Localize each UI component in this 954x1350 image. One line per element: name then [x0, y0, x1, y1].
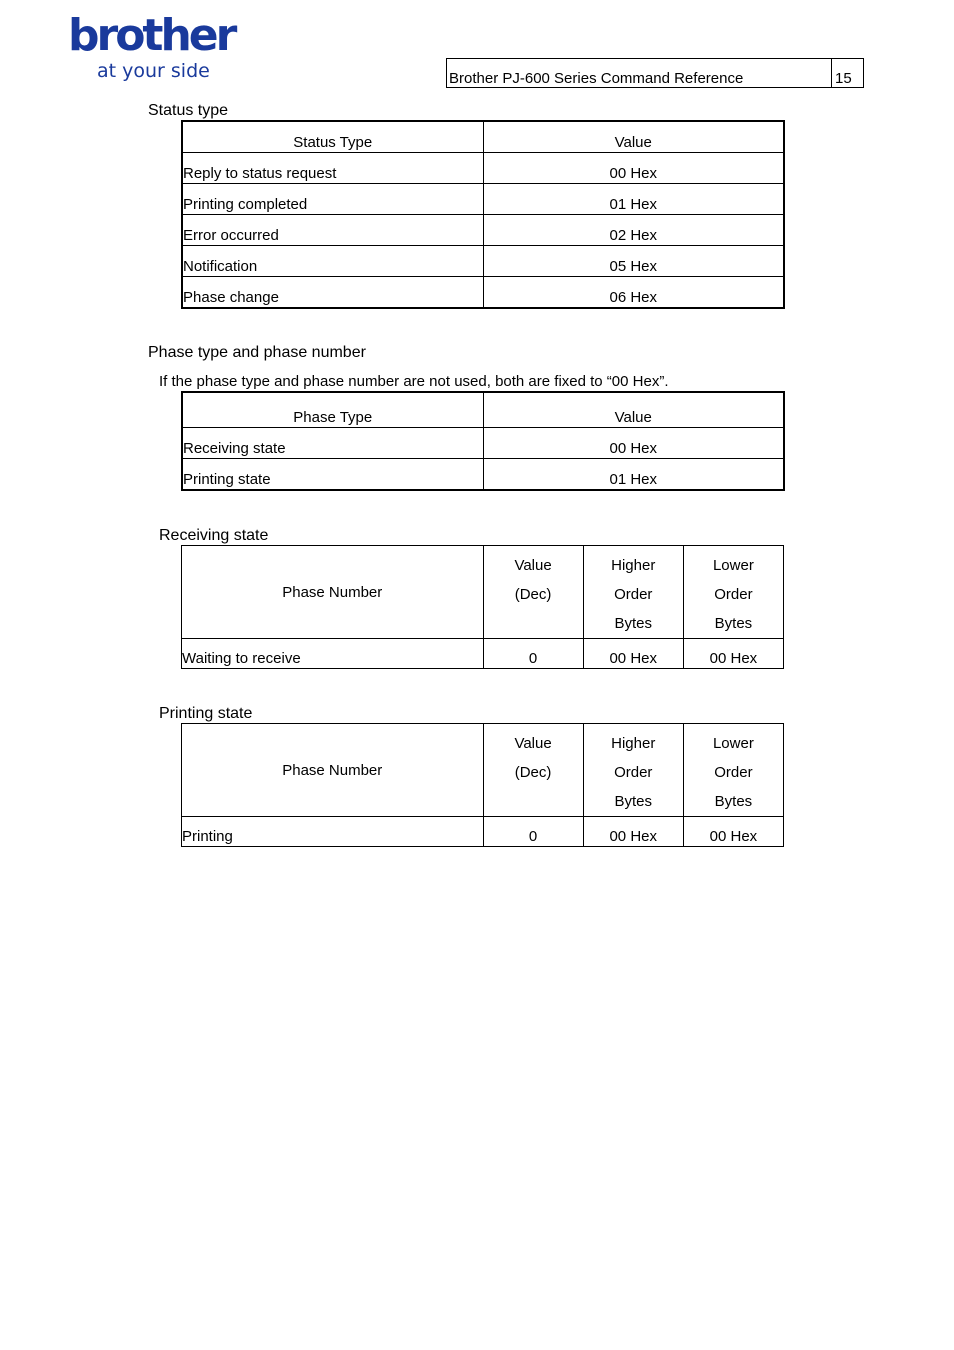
column-header-higher-order-bytes [583, 724, 683, 817]
table-row [182, 817, 784, 847]
header-line: (Dec) [514, 764, 552, 781]
higher-bytes-cell: 00 Hex [583, 639, 683, 669]
header-line: Order [714, 586, 753, 603]
table-row [182, 428, 784, 459]
receiving-state-table [181, 545, 784, 669]
header-line: (Dec) [514, 586, 552, 603]
table-row [182, 459, 784, 491]
column-header: Value [483, 121, 784, 153]
table-row [182, 215, 784, 246]
higher-bytes-cell: 00 Hex [583, 817, 683, 847]
column-header-lower-order-bytes [683, 724, 783, 817]
document-title: Brother PJ-600 Series Command Reference [449, 70, 744, 87]
header-line: Bytes [614, 615, 652, 632]
header-line: Value [514, 735, 552, 752]
brother-logo: brother [68, 10, 235, 61]
status-value-cell: 02 Hex [483, 215, 784, 246]
table-row [182, 153, 784, 184]
header-line: Lower [712, 557, 754, 574]
status-name-cell: Notification [182, 246, 483, 277]
column-header: Status Type [182, 121, 483, 153]
header-line: Higher [611, 735, 656, 752]
header-line: Bytes [614, 793, 652, 810]
column-header-phase-number: Phase Number [182, 724, 484, 817]
status-value-cell: 06 Hex [483, 277, 784, 309]
header-line: Bytes [714, 793, 753, 810]
header-line: Order [614, 764, 653, 781]
header-divider [831, 59, 832, 88]
status-type-table [181, 120, 785, 309]
phase-type-value-cell: 00 Hex [483, 428, 784, 459]
phase-type-name-cell: Receiving state [182, 428, 483, 459]
phase-type-note: If the phase type and phase number are not used, both are fixed to “00 Hex”. [159, 373, 669, 390]
header-line: Bytes [714, 615, 753, 632]
column-header-lower-order-bytes [683, 546, 783, 639]
page-number: 15 [835, 70, 852, 87]
table-row [182, 277, 784, 309]
header-line: Lower [712, 735, 754, 752]
column-header-value [483, 546, 583, 639]
phase-type-value-cell: 01 Hex [483, 459, 784, 491]
column-header-value [483, 724, 583, 817]
header-line: Order [614, 586, 653, 603]
table-row [182, 639, 784, 669]
header-line: Value [514, 557, 552, 574]
status-value-cell: 01 Hex [483, 184, 784, 215]
page-header [446, 58, 864, 88]
status-type-heading: Status type [148, 102, 229, 119]
header-line: Order [714, 764, 753, 781]
status-name-cell: Phase change [182, 277, 483, 309]
phase-type-table [181, 391, 785, 491]
table-row [182, 246, 784, 277]
phase-type-heading: Phase type and phase number [148, 344, 366, 361]
header-line: Higher [611, 557, 656, 574]
phase-value-cell: 0 [483, 639, 583, 669]
phase-value-cell: 0 [483, 817, 583, 847]
column-header: Phase Type [182, 392, 483, 428]
column-header-higher-order-bytes [583, 546, 683, 639]
phase-number-name-cell: Waiting to receive [182, 639, 484, 669]
status-name-cell: Reply to status request [182, 153, 483, 184]
status-value-cell: 05 Hex [483, 246, 784, 277]
lower-bytes-cell: 00 Hex [683, 817, 783, 847]
table-header-row [182, 724, 784, 817]
printing-state-heading: Printing state [159, 705, 253, 722]
receiving-state-heading: Receiving state [159, 527, 269, 544]
lower-bytes-cell: 00 Hex [683, 639, 783, 669]
status-name-cell: Printing completed [182, 184, 483, 215]
table-header-row [182, 392, 784, 428]
phase-number-name-cell: Printing [182, 817, 484, 847]
table-row [182, 184, 784, 215]
phase-type-name-cell: Printing state [182, 459, 483, 491]
column-header: Value [483, 392, 784, 428]
brother-tagline: at your side [97, 60, 210, 82]
table-header-row [182, 121, 784, 153]
status-value-cell: 00 Hex [483, 153, 784, 184]
status-name-cell: Error occurred [182, 215, 483, 246]
table-header-row [182, 546, 784, 639]
printing-state-table [181, 723, 784, 847]
column-header-phase-number: Phase Number [182, 546, 484, 639]
